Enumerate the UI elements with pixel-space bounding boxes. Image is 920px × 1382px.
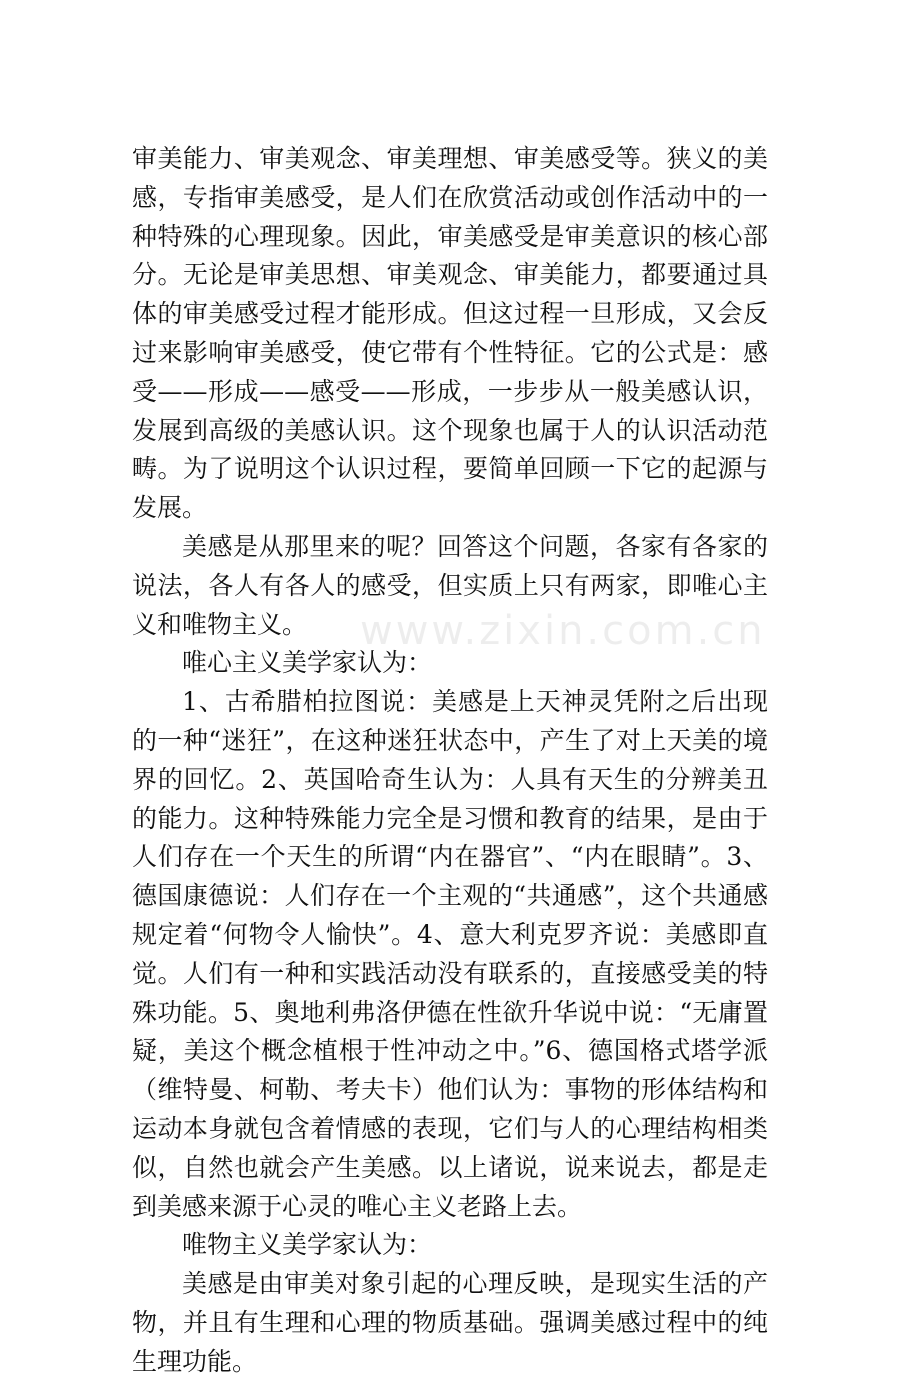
paragraph-idealist-heading: 唯心主义美学家认为： [182, 648, 433, 678]
paragraph-origin-question: 美感是从那里来的呢？回答这个问题，各家有各家的说法，各人有各人的感受，但实质上只有两家，即唯心主义和唯物主义。 [132, 531, 768, 639]
watermark: www.zixin.com.cn [360, 608, 766, 654]
paragraph-continuation: 审美能力、审美观念、审美理想、审美感受等。狭义的美感，专指审美感受，是人们在欣赏活动或创作活动中的一种特殊的心理现象。因此，审美感受是审美意识的核心部分。无论是审美思想、审美观念、审美能力，都要通过具体的审美感受过程才能形成。但这过程一旦形成，又会反过来影响审美感受，使它带有个性特征。它的公式是：感受——形成——感受——形成，一步步从一般美感认识，发展到高级的美感认识。这个现象也属于人的认识活动范畴。为了说明这个认识过程，要简单回顾一下它的起源与发展。 [132, 144, 768, 523]
body-text [132, 140, 768, 1382]
paragraph-materialist-heading: 唯物主义美学家认为： [182, 1230, 433, 1260]
paragraph-idealist-views: 1、古希腊柏拉图说：美感是上天神灵凭附之后出现的一种“迷狂”，在这种迷狂状态中，产生了对上天美的境界的回忆。2、英国哈奇生认为：人具有天生的分辨美丑的能力。这种特殊能力完全是习惯和教育的结果，是由于人们存在一个天生的所谓“内在器官”、“内在眼睛”。3、德国康德说：人们存在一个主观的“共通感”，这个共通感规定着“何物令人愉快”。4、意大利克罗齐说：美感即直觉。人们有一种和实践活动没有联系的，直接感受美的特殊功能。5、奥地利弗洛伊德在性欲升华说中说：“无庸置疑，美这个概念植根于性冲动之中。”6、德国格式塔学派（维特曼、柯勒、考夫卡）他们认为：事物的形体结构和运动本身就包含着情感的表现，它们与人的心理结构相类似，自然也就会产生美感。以上诸说，说来说去，都是走到美感来源于心灵的唯心主义老路上去。 [132, 687, 768, 1221]
paragraph-materialist-views: 美感是由审美对象引起的心理反映，是现实生活的产物，并且有生理和心理的物质基础。强调美感过程中的纯生理功能。 [132, 1269, 768, 1376]
